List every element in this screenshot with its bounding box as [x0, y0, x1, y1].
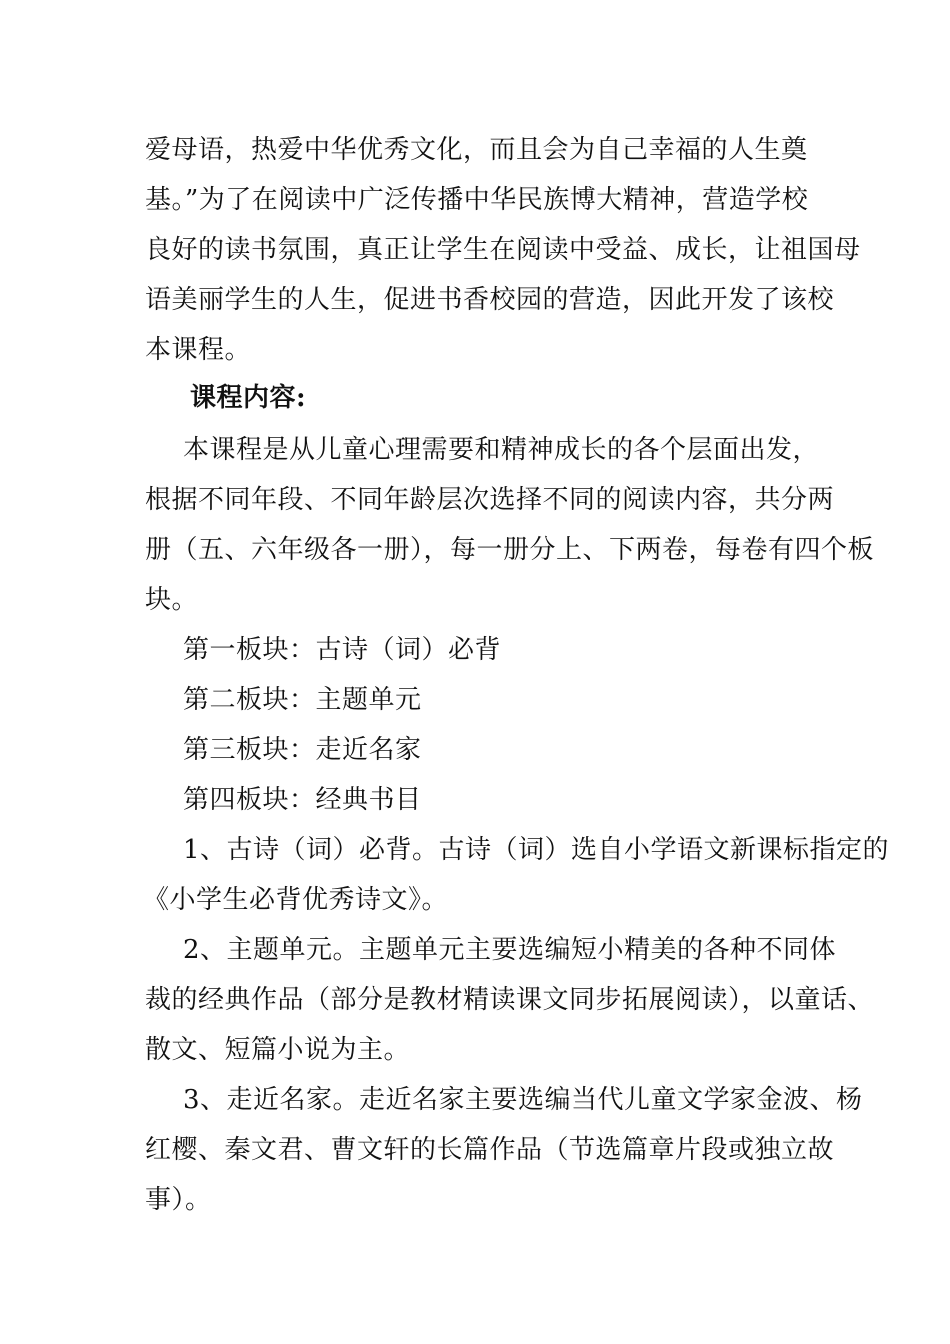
content-text-line: 本课程是从儿童心理需要和精神成长的各个层面出发，: [183, 435, 820, 465]
content-text-line: 册（五、六年级各一册），每一册分上、下两卷，每卷有四个板: [145, 535, 875, 565]
item-3-text-line: 事）。: [145, 1185, 212, 1215]
item-1-text-line: 《小学生必背优秀诗文》。: [143, 885, 449, 915]
body-text-line: 语美丽学生的人生，促进书香校园的营造，因此开发了该校: [145, 285, 835, 315]
content-text-line: 根据不同年段、不同年龄层次选择不同的阅读内容，共分两: [145, 485, 835, 515]
item-2-text-line: 2、主题单元。主题单元主要选编短小精美的各种不同体: [183, 935, 837, 965]
item-2-text-line: 散文、短篇小说为主。: [145, 1035, 411, 1065]
section-heading: 课程内容:: [190, 383, 307, 413]
item-3-text-line: 3、走近名家。走近名家主要选编当代儿童文学家金波、杨: [183, 1085, 863, 1115]
item-2-text-line: 裁的经典作品（部分是教材精读课文同步拓展阅读），以童话、: [145, 985, 875, 1015]
body-text-line: 良好的读书氛围，真正让学生在阅读中受益、成长，让祖国母: [145, 235, 861, 265]
module-item: 第一板块：古诗（词）必背: [183, 635, 502, 665]
item-1-text-line: 1、古诗（词）必背。古诗（词）选自小学语文新课标指定的: [183, 835, 890, 865]
content-text-line: 块。: [145, 585, 199, 615]
body-text-line: 本课程。: [145, 335, 252, 365]
module-item: 第四板块：经典书目: [183, 785, 422, 815]
body-text-line: 基。”为了在阅读中广泛传播中华民族博大精神，营造学校: [145, 185, 809, 215]
module-item: 第三板块：走近名家: [183, 735, 422, 765]
body-text-line: 爱母语，热爱中华优秀文化，而且会为自己幸福的人生奠: [145, 135, 808, 165]
item-3-text-line: 红樱、秦文君、曹文轩的长篇作品（节选篇章片段或独立故: [145, 1135, 835, 1165]
module-item: 第二板块：主题单元: [183, 685, 422, 715]
